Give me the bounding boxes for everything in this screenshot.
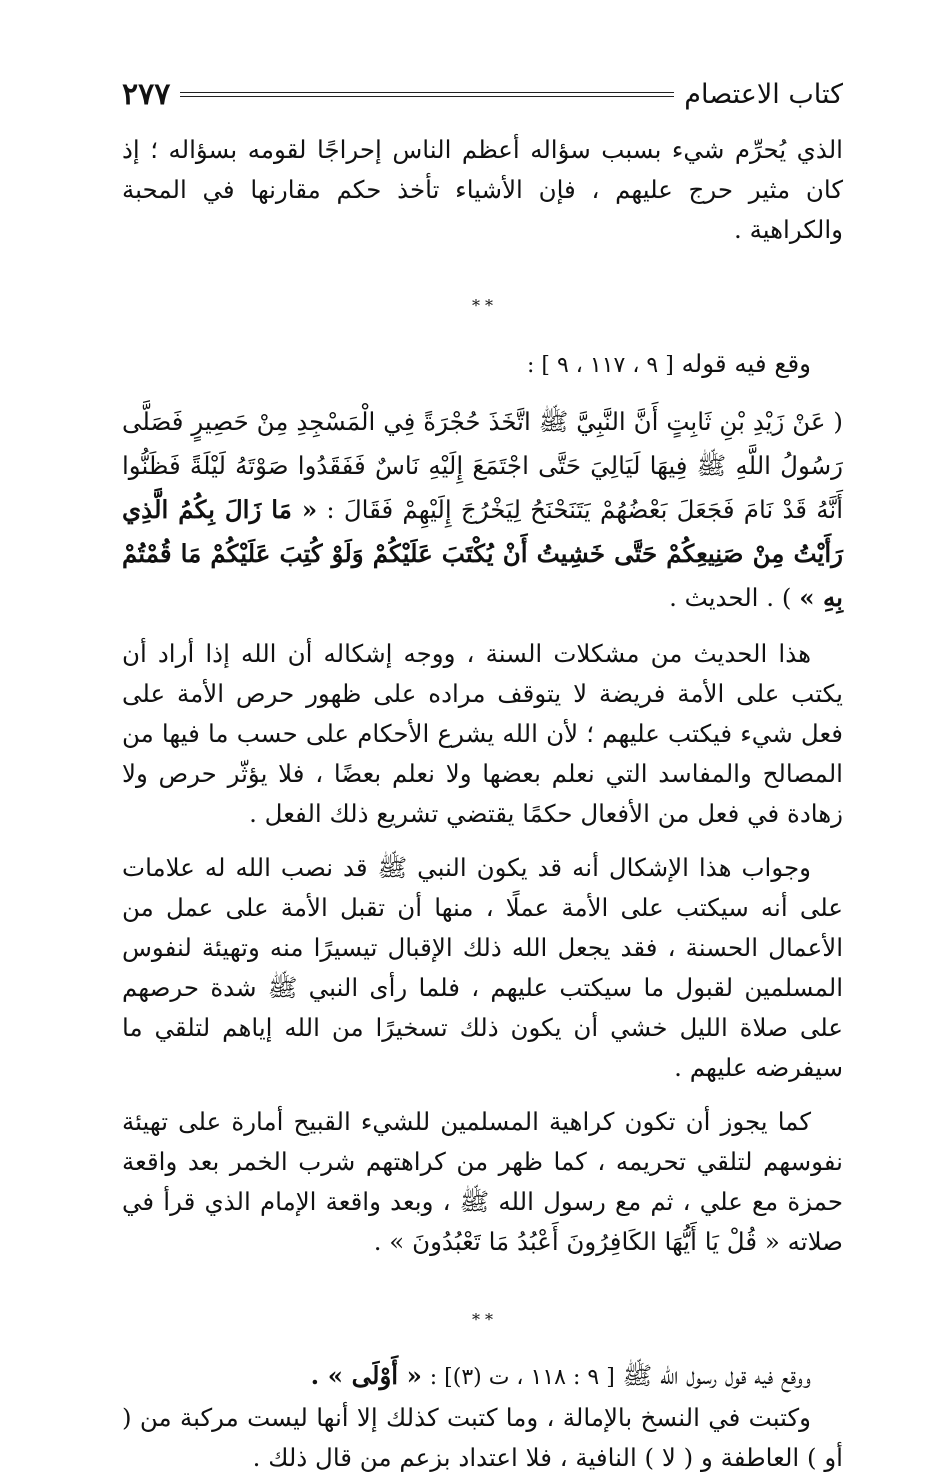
quote-citation: [ ٩ : ١١٨ ، ت (٣)] :: [429, 1365, 615, 1390]
paragraph-7: [122, 1356, 843, 1398]
quote-intro: ووقع فيه قول رسول الله ﷺ: [622, 1361, 811, 1390]
hadith-end: ) . الحديث .: [669, 583, 792, 612]
section-separator-2: * *: [471, 1310, 494, 1329]
paragraph-1: الذي يُحرِّم شيء بسبب سؤاله أعظم الناس إحراجًا لقومه بسؤاله ؛ إذ كان مثير حرج عليهم ، فإن الأشياء تأخذ حكم مقارنها في المحبة والكراهية .: [122, 135, 843, 244]
hadith-paragraph: [122, 400, 843, 620]
book-title: كتاب الاعتصام: [684, 78, 843, 110]
page-header: [122, 72, 843, 116]
header-rule: [180, 92, 674, 97]
section-separator-1: * *: [471, 296, 494, 315]
paragraph-4: هذا الحديث من مشكلات السنة ، ووجه إشكاله أن الله إذا أراد أن يكتب على الأمة فريضة لا يتوقف مراده على ظهور حرص الأمة على فعل شيء فيكتب عليهم ؛ لأن الله يشرع الأحكام على حسب ما فيها من المصالح والمفاسد التي نعلم بعضها ولا نعلم بعضًا ، فلا يؤثّر حرص ولا زهادة في فعل من الأفعال حكمًا يقتضي تشريع ذلك الفعل .: [122, 639, 843, 828]
quote-word: « أَوْلَى » .: [310, 1361, 422, 1390]
reference-citation: [ ٩ ، ١١٧ ، ٩ ] :: [526, 353, 674, 378]
paragraph-8: وكتبت في النسخ بالإمالة ، وما كتبت كذلك إلا أنها ليست مركبة من ( أو ) العاطفة و ( لا ) النافية ، فلا اعتداد بزعم من قال ذلك .: [122, 1403, 843, 1472]
paragraph-6: كما يجوز أن تكون كراهية المسلمين للشيء القبيح أمارة على تهيئة نفوسهم لتلقي تحريمه ، كما ظهر من كراهتهم شرب الخمر بعد واقعة حمزة مع علي ، ثم مع رسول الله ﷺ ، وبعد واقعة الإمام الذي قرأ في صلاته « قُلْ يَا أَيُّهَا الكَافِرُونَ أَعْبُدُ مَا تَعْبُدُونَ » .: [122, 1107, 843, 1256]
paragraph-2: [122, 344, 843, 386]
hadith-text: ( عَنْ زَيْدِ بْنِ ثَابِتٍ أَنَّ النَّبِيَّ ﷺ اتَّخَذَ حُجْرَةً فِي الْمَسْجِدِ مِنْ حَصِيرٍ فَصَلَّى رَسُولُ اللَّهِ ﷺ فِيهَا لَيَالِيَ حَتَّى اجْتَمَعَ إِلَيْهِ نَاسٌ فَفَقَدُوا صَوْتَهُ لَيْلَةً فَظَنُّوا أَنَّهُ قَدْ نَامَ فَجَعَلَ بَعْضُهُمْ يَتَنَحْنَحُ لِيَخْرُجَ إِلَيْهِمْ فَقَالَ :: [122, 407, 843, 524]
paragraph-5: وجواب هذا الإشكال أنه قد يكون النبي ﷺ قد نصب الله له علامات على أنه سيكتب على الأمة عملًا ، منها أن تقبل الأمة على عمل من الأعمال الحسنة ، فقد يجعل الله ذلك الإقبال تيسيرًا منه وتهيئة لنفوس المسلمين لقبول ما سيكتب عليهم ، فلما رأى النبي ﷺ شدة حرصهم على صلاة الليل خشي أن يكون ذلك تسخيرًا من الله إياهم لتلقي ما سيفرضه عليهم .: [122, 853, 843, 1082]
hadith-quote: « مَا زَالَ بِكُمُ الَّذِي رَأَيْتُ مِنْ صَنِيعِكُمْ حَتَّى خَشِيتُ أَنْ يُكْتَبَ عَلَيْكُمْ وَلَوْ كُتِبَ عَلَيْكُمْ مَا قُمْتُمْ بِهِ »: [122, 495, 843, 612]
reference-intro: وقع فيه قوله: [681, 349, 811, 378]
page-number: ٢٧٧: [122, 76, 171, 112]
